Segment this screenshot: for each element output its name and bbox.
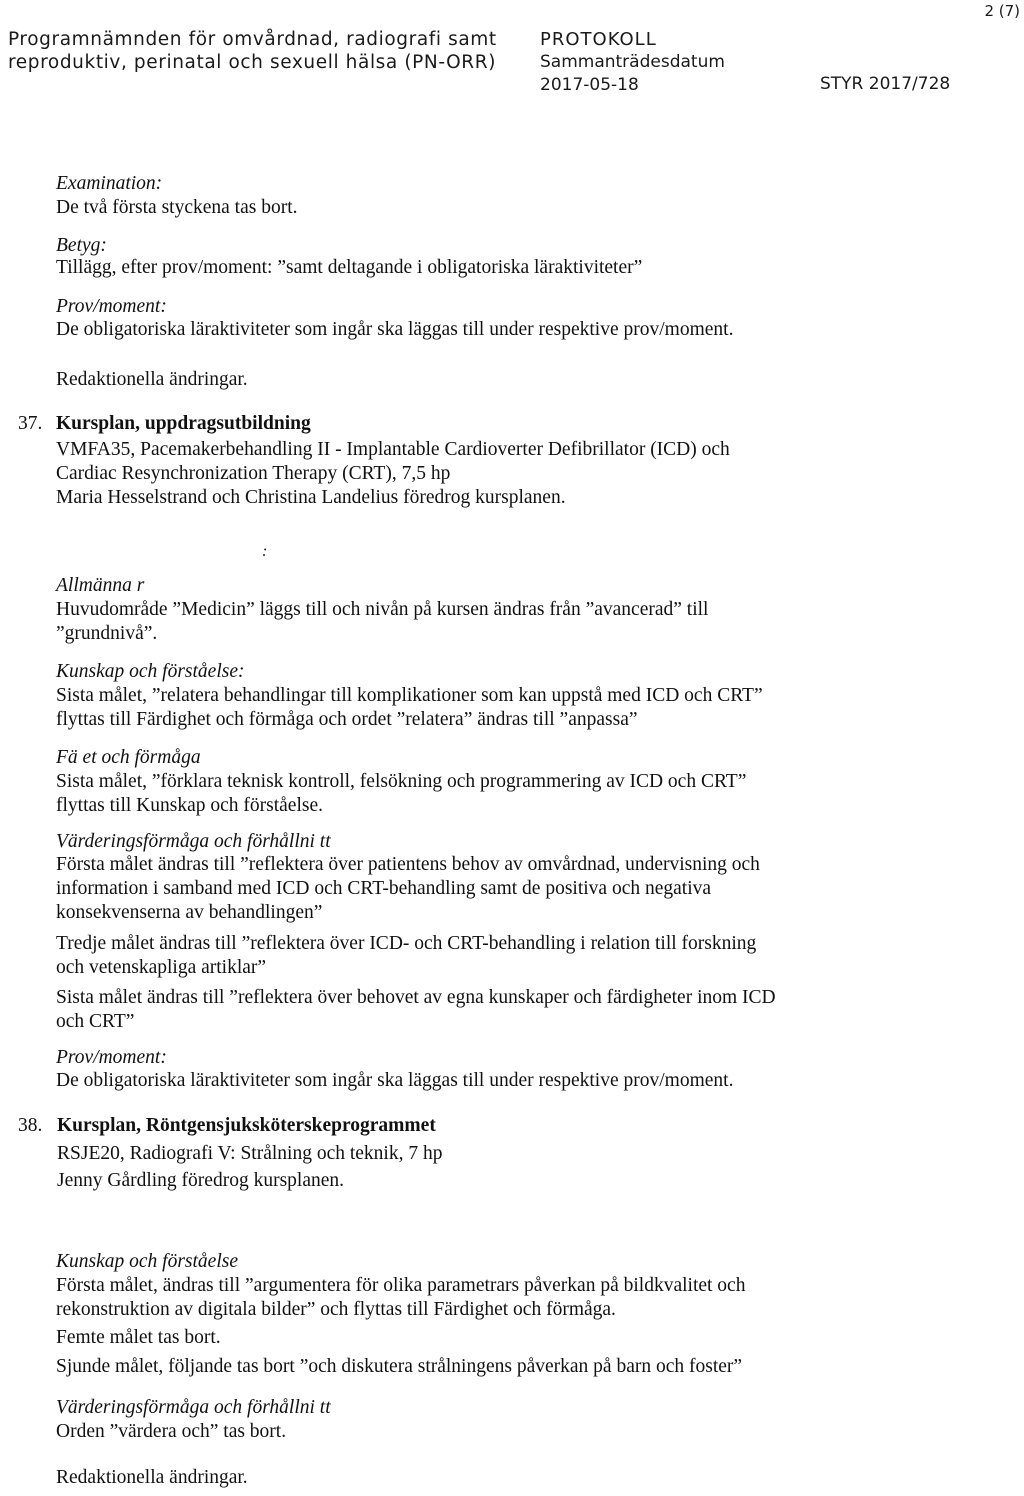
knowledge-line-4-38: Sjunde målet, följande tas bort ”och diskutera strålningens påverkan på barn och foster” [56, 1356, 743, 1377]
general-info-heading: Allmänna r [56, 575, 145, 596]
knowledge-line-1-38: Första målet, ändras till ”argumentera för olika parametrars påverkan på bildkvalitet och [56, 1275, 746, 1296]
meeting-date-label: Sammanträdesdatum [540, 52, 725, 72]
knowledge-line-2: flyttas till Färdighet och förmåga och ordet ”relatera” ändras till ”anpassa” [56, 709, 638, 730]
presenter-note: Maria Hesselstrand och Christina Landelius föredrog kursplanen. [56, 487, 566, 508]
knowledge-line-1: Sista målet, ”relatera behandlingar till komplikationer som kan uppstå med ICD och CRT” [56, 685, 763, 706]
item-title-38: Kursplan, Röntgensjuksköterskeprogrammet [57, 1115, 436, 1136]
grade-heading: Betyg: [56, 235, 107, 256]
committee-name-line1: Programnämnden för omvårdnad, radiografi samt [8, 29, 497, 50]
values-line-2: information i samband med ICD och CRT-behandling samt de positiva och negativa [56, 878, 712, 899]
examination-heading: Examination: [56, 173, 163, 194]
document-meta [540, 28, 725, 97]
general-info-line-2: ”grundnivå”. [56, 623, 158, 644]
general-info-line-1: Huvudområde ”Medicin” läggs till och nivån på kursen ändras från ”avancerad” till [56, 599, 709, 620]
stray-mark: : [262, 543, 268, 560]
values-line-4: Tredje målet ändras till ”reflektera över ICD- och CRT-behandling i relation till forskning [56, 933, 757, 954]
knowledge-line-2-38: rekonstruktion av digitala bilder” och flyttas till Färdighet och förmåga. [56, 1299, 616, 1320]
committee-name [8, 28, 497, 74]
item-number-37: 37. [18, 413, 43, 434]
values-line-6: Sista målet ändras till ”reflektera över behovet av egna kunskaper och färdigheter inom ICD [56, 987, 776, 1008]
skills-line-2: flyttas till Kunskap och förståelse. [56, 795, 323, 816]
values-line-1: Första målet ändras till ”reflektera över patientens behov av omvårdnad, undervisning och [56, 854, 760, 875]
item-number-38: 38. [18, 1115, 43, 1136]
assessment-heading: Prov/moment: [56, 296, 167, 317]
course-line-1: VMFA35, Pacemakerbehandling II - Implantable Cardioverter Defibrillator (ICD) och [56, 439, 730, 460]
grade-text: Tillägg, efter prov/moment: ”samt deltagande i obligatoriska läraktiviteter” [56, 257, 643, 278]
assessment-text-37: De obligatoriska läraktiviteter som ingår ska läggas till under respektive prov/moment. [56, 1070, 734, 1091]
assessment-text: De obligatoriska läraktiviteter som ingår ska läggas till under respektive prov/moment. [56, 319, 734, 340]
skills-heading: Fä et och förmåga [56, 747, 201, 768]
assessment-heading-37: Prov/moment: [56, 1047, 167, 1068]
values-heading-38: Värderingsförmåga och förhållni tt [56, 1397, 331, 1418]
values-heading: Värderingsförmåga och förhållni tt [56, 831, 331, 852]
reference-number: STYR 2017/728 [820, 74, 951, 94]
course-line-2: Cardiac Resynchronization Therapy (CRT), 7,5 hp [56, 463, 451, 484]
editorial-changes-note: Redaktionella ändringar. [56, 369, 248, 390]
values-line-7: och CRT” [56, 1011, 135, 1032]
values-line-3: konsekvenserna av behandlingen” [56, 902, 323, 923]
presenter-note-38: Jenny Gårdling föredrog kursplanen. [57, 1170, 345, 1191]
course-line-38: RSJE20, Radiografi V: Strålning och teknik, 7 hp [57, 1143, 443, 1164]
examination-text: De två första styckena tas bort. [56, 197, 298, 218]
knowledge-heading-38: Kunskap och förståelse [56, 1251, 238, 1272]
meeting-date: 2017-05-18 [540, 75, 639, 95]
values-text-38: Orden ”värdera och” tas bort. [56, 1421, 287, 1442]
editorial-changes-note-38: Redaktionella ändringar. [56, 1467, 248, 1488]
document-type: PROTOKOLL [540, 29, 657, 50]
knowledge-heading: Kunskap och förståelse: [56, 661, 245, 682]
page-number: 2 (7) [984, 2, 1020, 20]
values-line-5: och vetenskapliga artiklar” [56, 957, 267, 978]
knowledge-line-3-38: Femte målet tas bort. [56, 1327, 221, 1348]
skills-line-1: Sista målet, ”förklara teknisk kontroll, felsökning och programmering av ICD och CRT” [56, 771, 747, 792]
committee-name-line2: reproduktiv, perinatal och sexuell hälsa (PN-ORR) [8, 52, 497, 73]
item-title-37: Kursplan, uppdragsutbildning [56, 413, 311, 434]
